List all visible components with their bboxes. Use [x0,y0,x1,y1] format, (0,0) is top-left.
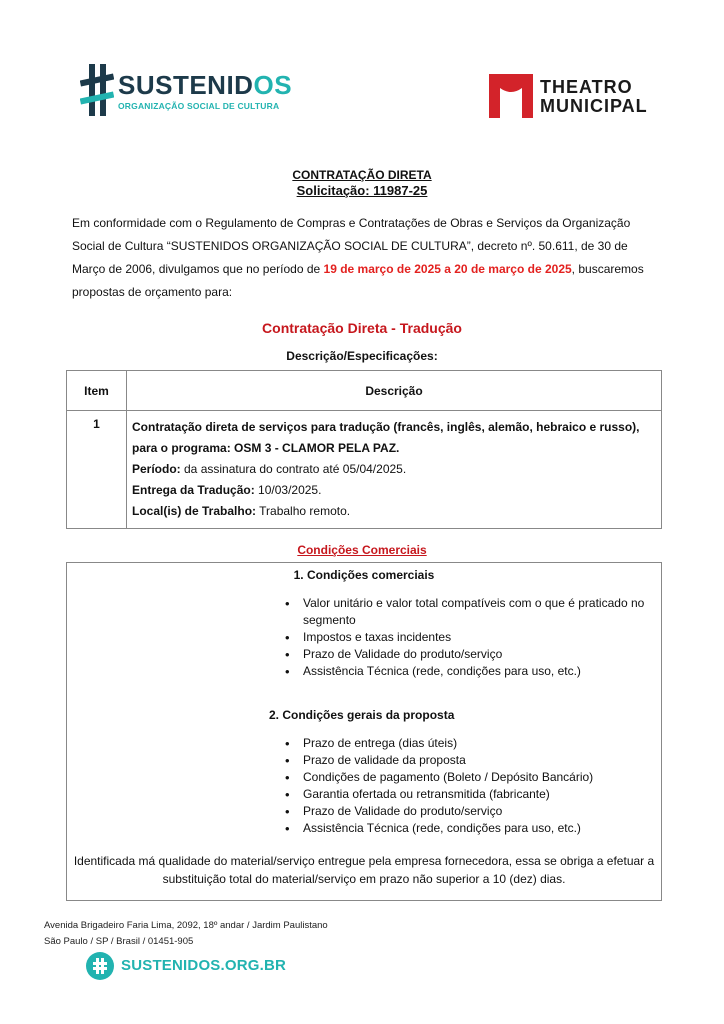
list-item: • Prazo de Validade do produto/serviço [285,646,655,663]
delivery-line: Entrega da Tradução: 10/03/2025. [132,483,322,497]
document-title: CONTRATAÇÃO DIRETA [292,168,432,182]
footer-address [44,918,328,950]
conditions-heading-2: 2. Condições gerais da proposta [269,708,455,722]
service-description: Contratação direta de serviços para tradução (francês, inglês, alemão, hebraico e russo), para o programa: OSM 3 - CLAMOR PELA PAZ. [132,420,640,455]
theatro-municipal-logo [489,74,659,118]
list-item: • Impostos e taxas incidentes [285,629,655,646]
address-line-1: Avenida Brigadeiro Faria Lima, 2092, 18º andar / Jardim Paulistano [44,920,328,931]
closing-note: Identificada má qualidade do material/serviço entregue pela empresa fornecedora, essa se obriga a efetuar a substituição total do material/serviço em prazo não superior a 10 (dez) dias. [73,854,655,886]
conditions-heading-1: 1. Condições comerciais [293,568,435,582]
hashtag-icon [86,952,114,980]
section-title: Contratação Direta - Tradução [262,320,462,336]
intro-paragraph: Em conformidade com o Regulamento de Compras e Contratações de Obras e Serviços da Organização Social de Cultura “SUSTENIDOS ORGANIZAÇÃO SOCIAL DE CULTURA”, decreto nº. 50.611, de 30 de Março de 2006, divulgamos que no período de 19 de março de 2025 a 20 de março de 2025, buscaremos propostas de orçamento para: [72,216,644,299]
conditions-list-1 [285,595,655,680]
logo-name: SUSTENIDOS [118,70,293,100]
list-item: • Prazo de entrega (dias úteis) [285,735,655,752]
list-item: • Prazo de validade da proposta [285,752,655,769]
sustenidos-logo [80,64,293,120]
address-line-2: São Paulo / SP / Brasil / 01451-905 [44,936,194,947]
logo-subtitle: ORGANIZAÇÃO SOCIAL DE CULTURA [118,101,280,111]
table-header-row [67,371,662,411]
hashtag-icon [80,64,114,116]
header-item: Item [67,371,127,411]
conditions-title: Condições Comerciais [297,543,427,557]
list-item: • Assistência Técnica (rede, condições para uso, etc.) [285,663,655,680]
local-line: Local(is) de Trabalho: Trabalho remoto. [132,504,351,518]
logo-line1: THEATRO [540,77,633,97]
period-line: Período: da assinatura do contrato até 05/04/2025. [132,462,407,476]
list-item: • Assistência Técnica (rede, condições para uso, etc.) [285,820,655,837]
row-description [127,411,662,529]
list-item: • Prazo de Validade do produto/serviço [285,803,655,820]
list-item: • Garantia ofertada ou retransmitida (fabricante) [285,786,655,803]
conditions-list-2 [285,735,655,837]
theater-arch-icon [489,74,533,118]
list-item: • Valor unitário e valor total compatíveis com o que é praticado no segmento [285,595,655,629]
footer-site-link[interactable]: SUSTENIDOS.ORG.BR [121,957,287,974]
logo-line2: MUNICIPAL [540,96,648,116]
request-number: Solicitação: 11987-25 [296,183,428,198]
conditions-box [66,562,662,901]
list-item: • Condições de pagamento (Boleto / Depósito Bancário) [285,769,655,786]
footer-site-logo [86,952,286,982]
intro-period: 19 de março de 2025 a 20 de março de 2025 [323,262,572,276]
row-item-number: 1 [67,411,127,529]
items-table [66,370,662,529]
table-row [67,411,662,529]
description-title: Descrição/Especificações: [286,349,438,363]
header-description: Descrição [127,371,662,411]
